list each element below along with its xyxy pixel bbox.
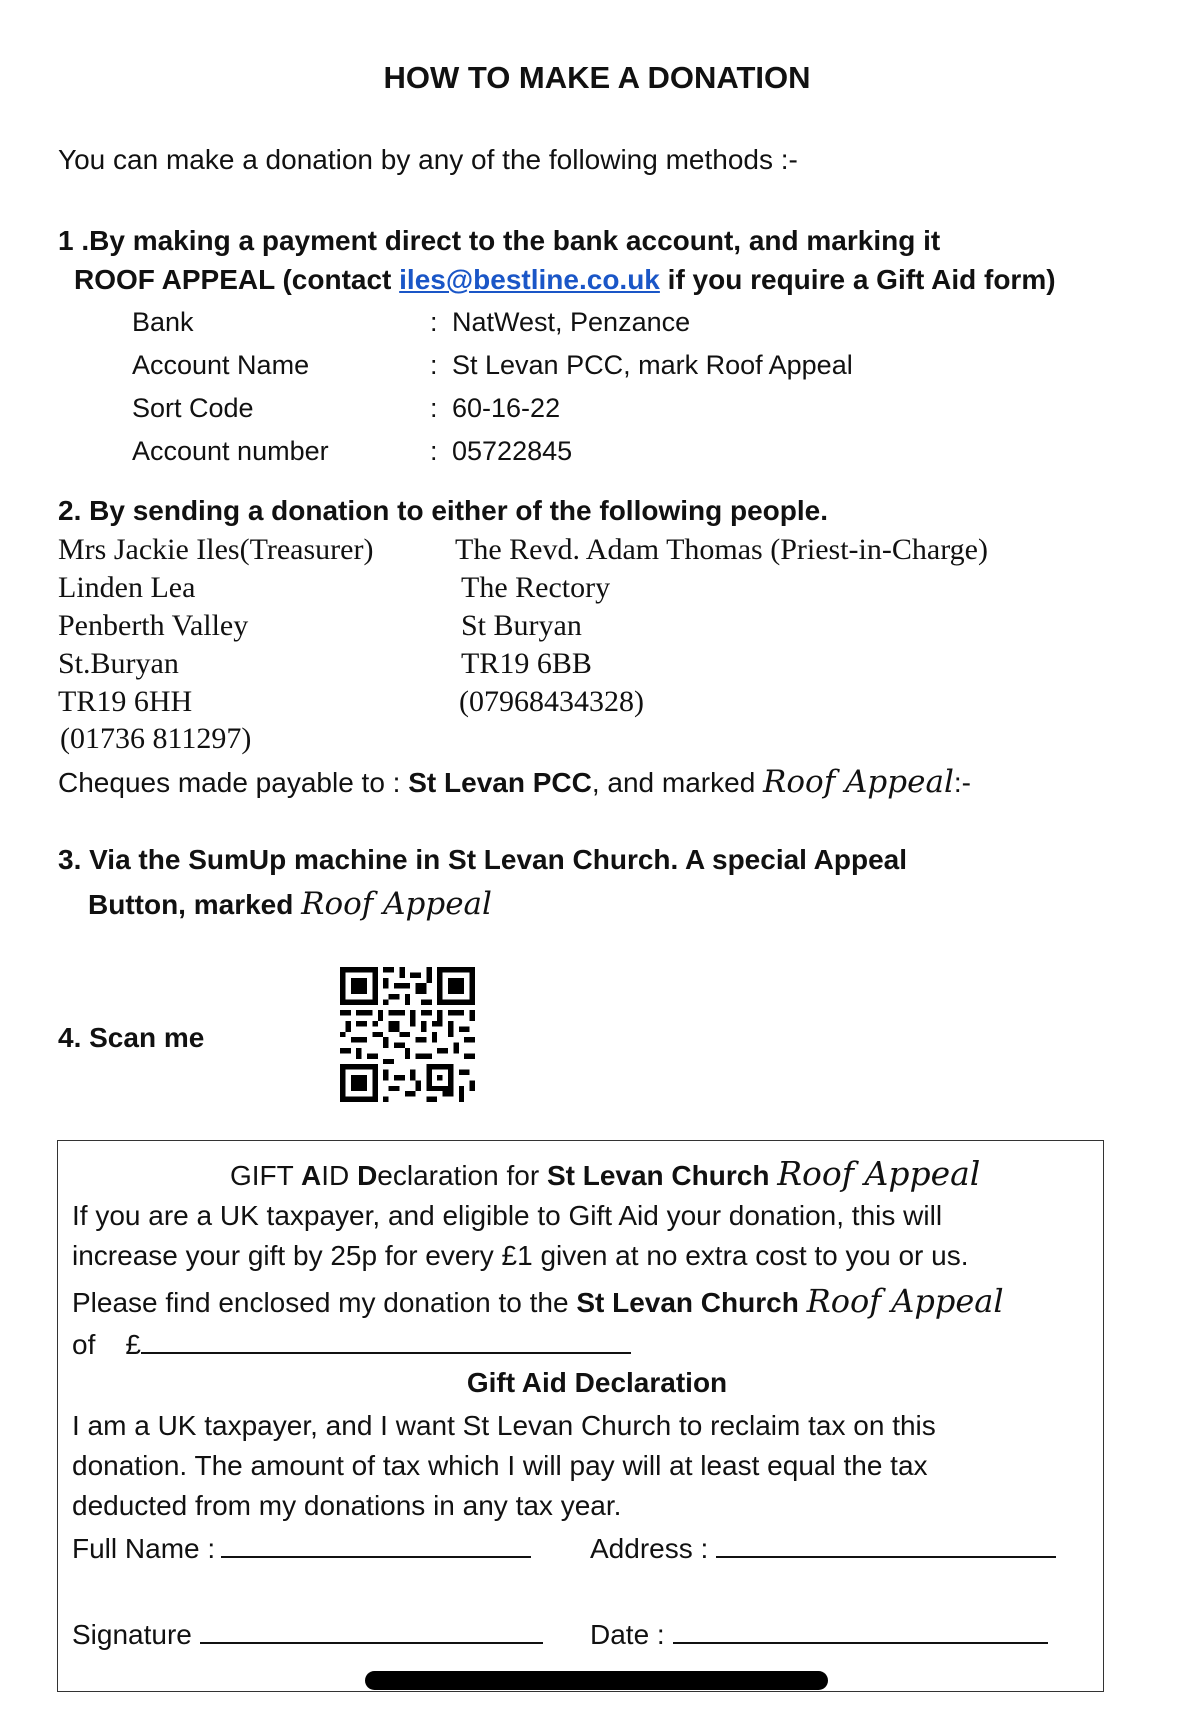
cheques-line (58, 764, 971, 800)
cheques-pre: Cheques made payable to : (58, 767, 409, 798)
signature-row (72, 1616, 543, 1651)
method1-heading-line2 (74, 264, 1056, 296)
roof-appeal-mark: Roof Appeal (806, 1282, 1004, 1320)
bank-label: Bank (132, 307, 194, 337)
gift-aid-paragraph (72, 1282, 1004, 1320)
gift-aid-p3-pre: Please find enclosed my donation to the (72, 1287, 577, 1318)
treasurer-name: Mrs Jackie Iles(Treasurer) (58, 533, 374, 566)
treasurer-phone: (01736 811297) (60, 722, 252, 755)
account-name-label: Account Name (132, 350, 310, 380)
signature-label: Signature (72, 1619, 192, 1650)
gift-aid-paragraph: increase your gift by 25p for every £1 given at no extra cost to you or us. (72, 1240, 969, 1271)
address-label: Address : (590, 1533, 709, 1564)
roof-appeal-mark: Roof Appeal (777, 1154, 981, 1193)
sort-code-label: Sort Code (132, 393, 254, 423)
method3-heading: 3. Via the SumUp machine in St Levan Church. A special Appeal (58, 844, 908, 875)
priest-phone: (07968434328) (459, 685, 644, 718)
roof-appeal-mark: Roof Appeal (301, 886, 492, 922)
cheques-post: :- (953, 767, 971, 798)
gift-aid-paragraph: If you are a UK taxpayer, and eligible to Gift Aid your donation, this will (72, 1200, 943, 1231)
gift-aid-heading-d: D (357, 1160, 378, 1191)
full-name-label: Full Name : (72, 1533, 216, 1564)
roof-appeal-mark: Roof Appeal (763, 764, 954, 800)
account-number-label: Account number (132, 436, 329, 466)
intro-text: You can make a donation by any of the following methods :- (58, 144, 798, 175)
page-title: HOW TO MAKE A DONATION (383, 60, 811, 95)
declaration-text: donation. The amount of tax which I will pay will at least equal the tax (72, 1450, 928, 1481)
account-number-value: 05722845 (452, 436, 573, 466)
gift-aid-heading-mid2: eclaration for (377, 1160, 547, 1191)
priest-address-line: St Buryan (461, 609, 582, 642)
gift-aid-heading-mid: ID (321, 1160, 358, 1191)
priest-postcode: TR19 6BB (461, 647, 592, 680)
of-label: of (72, 1329, 96, 1360)
gift-aid-heading-a: A (301, 1160, 322, 1191)
method4-label: 4. Scan me (58, 1022, 205, 1053)
cheques-payee: St Levan PCC (408, 767, 592, 798)
signature-field[interactable] (200, 1616, 543, 1644)
gift-aid-church: St Levan Church (546, 1160, 770, 1191)
donation-amount-row (72, 1326, 631, 1361)
gift-aid-subheading: Gift Aid Declaration (466, 1367, 728, 1398)
date-field[interactable] (673, 1616, 1048, 1644)
method1-heading: 1 .By making a payment direct to the bank account, and marking it (58, 225, 941, 256)
address-row (590, 1530, 1056, 1565)
bank-colon: : (430, 307, 438, 337)
treasurer-address-line: St.Buryan (58, 647, 179, 680)
gift-aid-heading-pre: GIFT (230, 1160, 302, 1191)
method1-line2-post: if you require a Gift Aid form) (659, 264, 1056, 295)
treasurer-address-line: Linden Lea (58, 571, 196, 604)
date-row (590, 1616, 1048, 1651)
account-name-value: St Levan PCC, mark Roof Appeal (452, 350, 853, 380)
account-name-colon: : (430, 350, 438, 380)
priest-name: The Revd. Adam Thomas (Priest-in-Charge) (455, 533, 988, 566)
sort-code-value: 60-16-22 (452, 393, 561, 423)
home-indicator-bar[interactable] (365, 1671, 828, 1690)
currency-symbol: £ (125, 1329, 141, 1360)
account-number-colon: : (430, 436, 438, 466)
treasurer-postcode: TR19 6HH (58, 685, 193, 718)
method2-heading: 2. By sending a donation to either of the following people. (58, 495, 829, 526)
method1-line2-pre: ROOF APPEAL (contact (74, 264, 400, 295)
priest-address-line: The Rectory (461, 571, 611, 604)
method3-line2 (88, 886, 492, 922)
qr-code[interactable] (340, 967, 475, 1102)
gift-aid-heading (230, 1154, 980, 1193)
declaration-text: deducted from my donations in any tax year. (72, 1490, 622, 1521)
gift-aid-p3-church: St Levan Church (576, 1287, 799, 1318)
address-field[interactable] (716, 1530, 1056, 1558)
donation-amount-field[interactable] (141, 1326, 631, 1354)
cheques-mid: , and marked (591, 767, 764, 798)
declaration-text: I am a UK taxpayer, and I want St Levan Church to reclaim tax on this (72, 1410, 936, 1441)
method3-line2-pre: Button, marked (88, 889, 302, 920)
full-name-row (72, 1530, 531, 1565)
full-name-field[interactable] (221, 1530, 531, 1558)
sort-code-colon: : (430, 393, 438, 423)
treasurer-address-line: Penberth Valley (58, 609, 249, 642)
date-label: Date : (590, 1619, 665, 1650)
contact-email-link[interactable]: iles@bestline.co.uk (399, 264, 660, 295)
bank-value: NatWest, Penzance (452, 307, 691, 337)
